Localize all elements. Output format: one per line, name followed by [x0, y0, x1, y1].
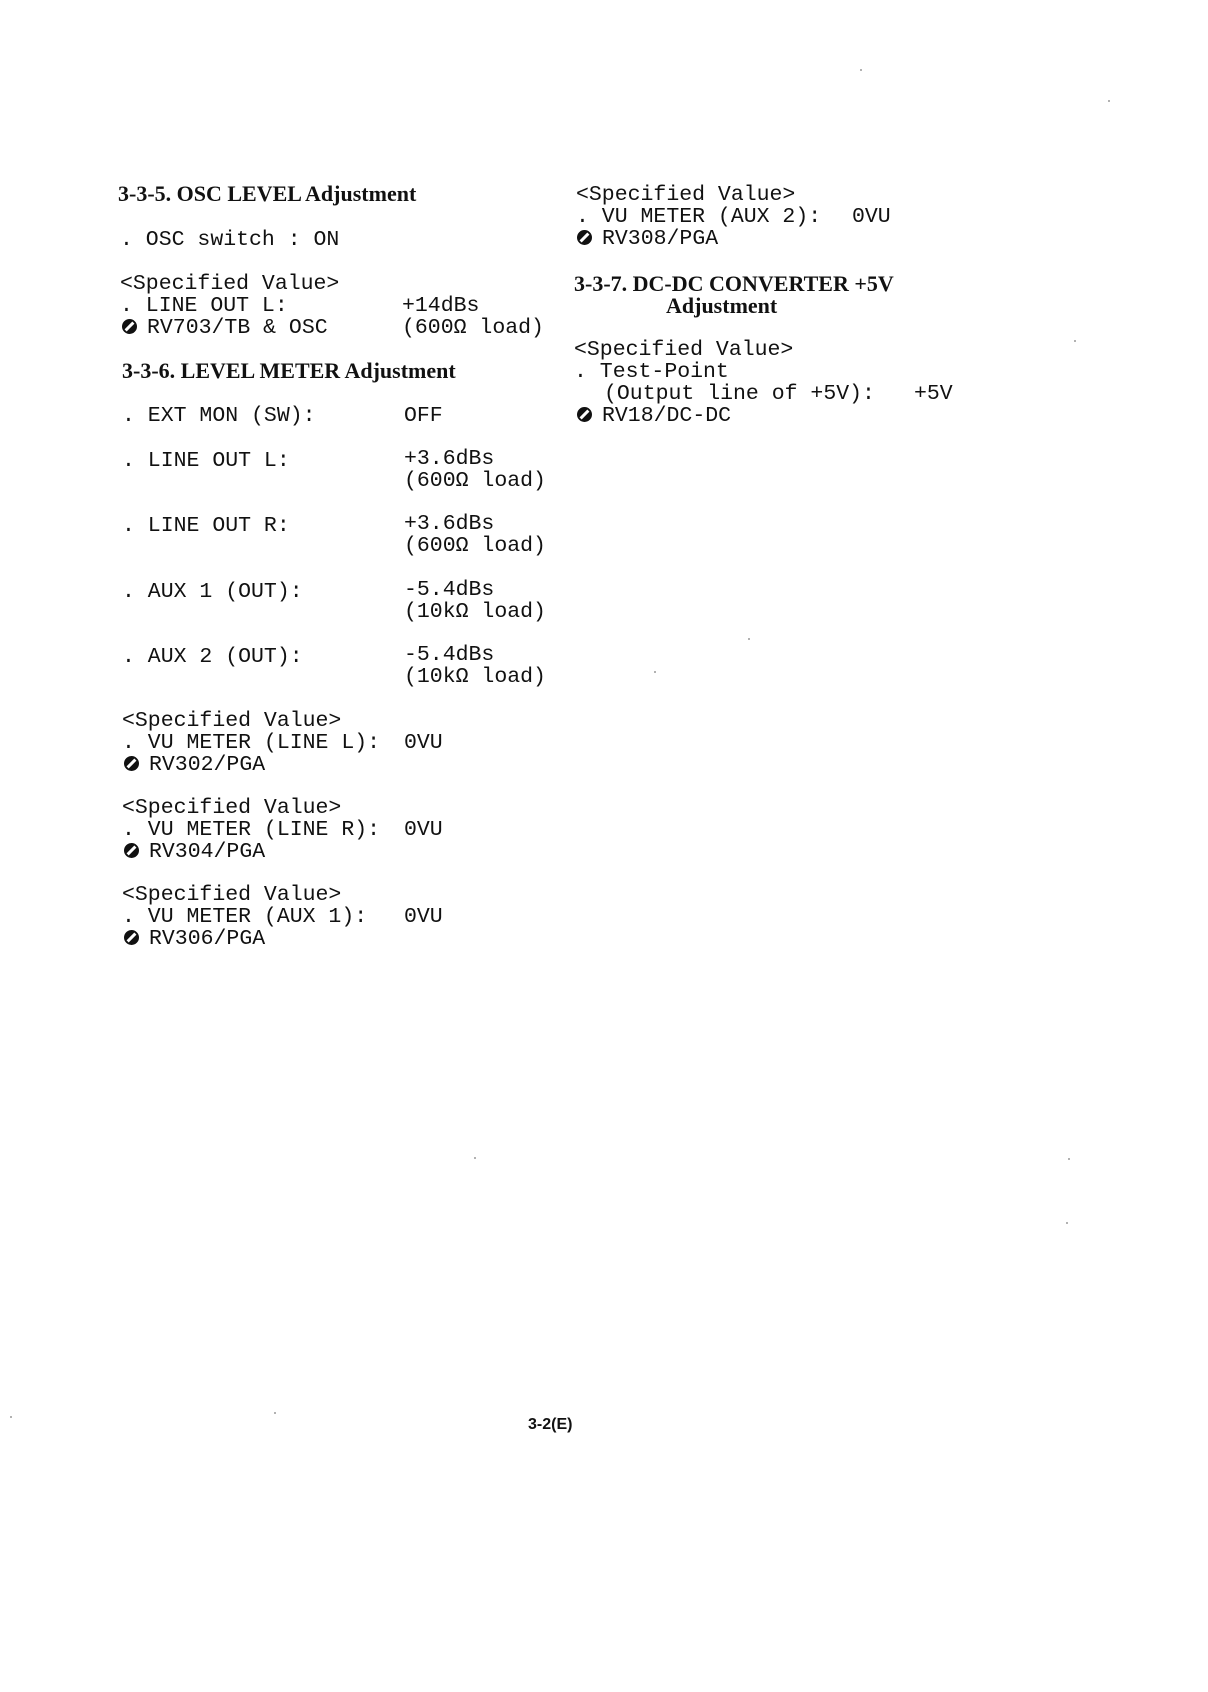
scan-speck — [1074, 340, 1076, 342]
row-label: . AUX 1 (OUT): — [122, 580, 303, 604]
scan-speck — [274, 1412, 276, 1414]
adjustment-point-text: RV308/PGA — [602, 227, 719, 251]
vu-meter-item: . VU METER (AUX 2): — [576, 205, 822, 229]
adjust-icon — [124, 930, 139, 945]
vu-meter-item: . VU METER (LINE R): — [122, 818, 381, 842]
scan-speck — [474, 1157, 476, 1159]
adjustment-point-text: RV304/PGA — [149, 840, 266, 864]
vu-meter-value: 0VU — [404, 731, 443, 755]
specified-value-label: <Specified Value> — [576, 183, 796, 207]
specified-value-label: <Specified Value> — [120, 272, 340, 296]
row-load: (10kΩ load) — [404, 600, 546, 624]
scan-speck — [10, 1416, 12, 1418]
adjust-icon — [577, 407, 592, 422]
output-line-label: (Output line of +5V): — [604, 382, 875, 406]
adjust-icon — [122, 319, 137, 334]
adjust-icon — [124, 756, 139, 771]
section-title-3-3-7-line2: Adjustment — [666, 293, 778, 318]
test-point-label: . Test-Point — [574, 360, 729, 384]
scan-speck — [860, 69, 862, 71]
row-value: +3.6dBs — [404, 512, 495, 536]
vu-meter-value: 0VU — [404, 905, 443, 929]
adjustment-point — [577, 227, 718, 251]
vu-meter-value: 0VU — [404, 818, 443, 842]
section-title-3-3-7: 3-3-7. DC-DC CONVERTER +5V — [574, 271, 894, 296]
line-out-l-value: +14dBs — [402, 294, 480, 318]
specified-value-label: <Specified Value> — [574, 338, 794, 362]
line-out-l-label: . LINE OUT L: — [120, 294, 288, 318]
adjustment-point — [122, 316, 328, 340]
vu-meter-item: . VU METER (AUX 1): — [122, 905, 368, 929]
specified-value-label: <Specified Value> — [122, 883, 342, 907]
row-value: +3.6dBs — [404, 447, 495, 471]
adjustment-point — [124, 927, 265, 951]
row-label: . LINE OUT L: — [122, 449, 290, 473]
specified-value-label: <Specified Value> — [122, 709, 342, 733]
section-title-3-3-5: 3-3-5. OSC LEVEL Adjustment — [118, 181, 417, 206]
adjustment-point-text: RV18/DC-DC — [602, 404, 732, 428]
vu-meter-value: 0VU — [852, 205, 891, 229]
adjustment-point-text: RV306/PGA — [149, 927, 266, 951]
output-line-value: +5V — [914, 382, 953, 406]
scan-speck — [654, 671, 656, 673]
adjustment-point — [577, 404, 731, 428]
scan-speck — [1068, 1158, 1070, 1160]
row-value: OFF — [404, 404, 443, 428]
osc-switch-line: . OSC switch : ON — [120, 228, 340, 252]
row-load: (600Ω load) — [404, 534, 546, 558]
row-label: . LINE OUT R: — [122, 514, 290, 538]
row-label: . AUX 2 (OUT): — [122, 645, 303, 669]
page-number: 3-2(E) — [528, 1416, 573, 1433]
specified-value-label: <Specified Value> — [122, 796, 342, 820]
row-value: -5.4dBs — [404, 643, 495, 667]
vu-meter-item: . VU METER (LINE L): — [122, 731, 381, 755]
row-load: (10kΩ load) — [404, 665, 546, 689]
scan-speck — [1066, 1222, 1068, 1224]
row-label: . EXT MON (SW): — [122, 404, 316, 428]
adjustment-point-text: RV703/TB & OSC — [147, 316, 328, 340]
section-title-3-3-6: 3-3-6. LEVEL METER Adjustment — [122, 358, 456, 383]
adjustment-point — [124, 753, 265, 777]
row-load: (600Ω load) — [404, 469, 546, 493]
row-value: -5.4dBs — [404, 578, 495, 602]
adjust-icon — [124, 843, 139, 858]
load-note: (600Ω load) — [402, 316, 544, 340]
adjustment-point-text: RV302/PGA — [149, 753, 266, 777]
scan-speck — [748, 638, 750, 640]
scan-speck — [1108, 100, 1110, 102]
adjust-icon — [577, 230, 592, 245]
adjustment-point — [124, 840, 265, 864]
